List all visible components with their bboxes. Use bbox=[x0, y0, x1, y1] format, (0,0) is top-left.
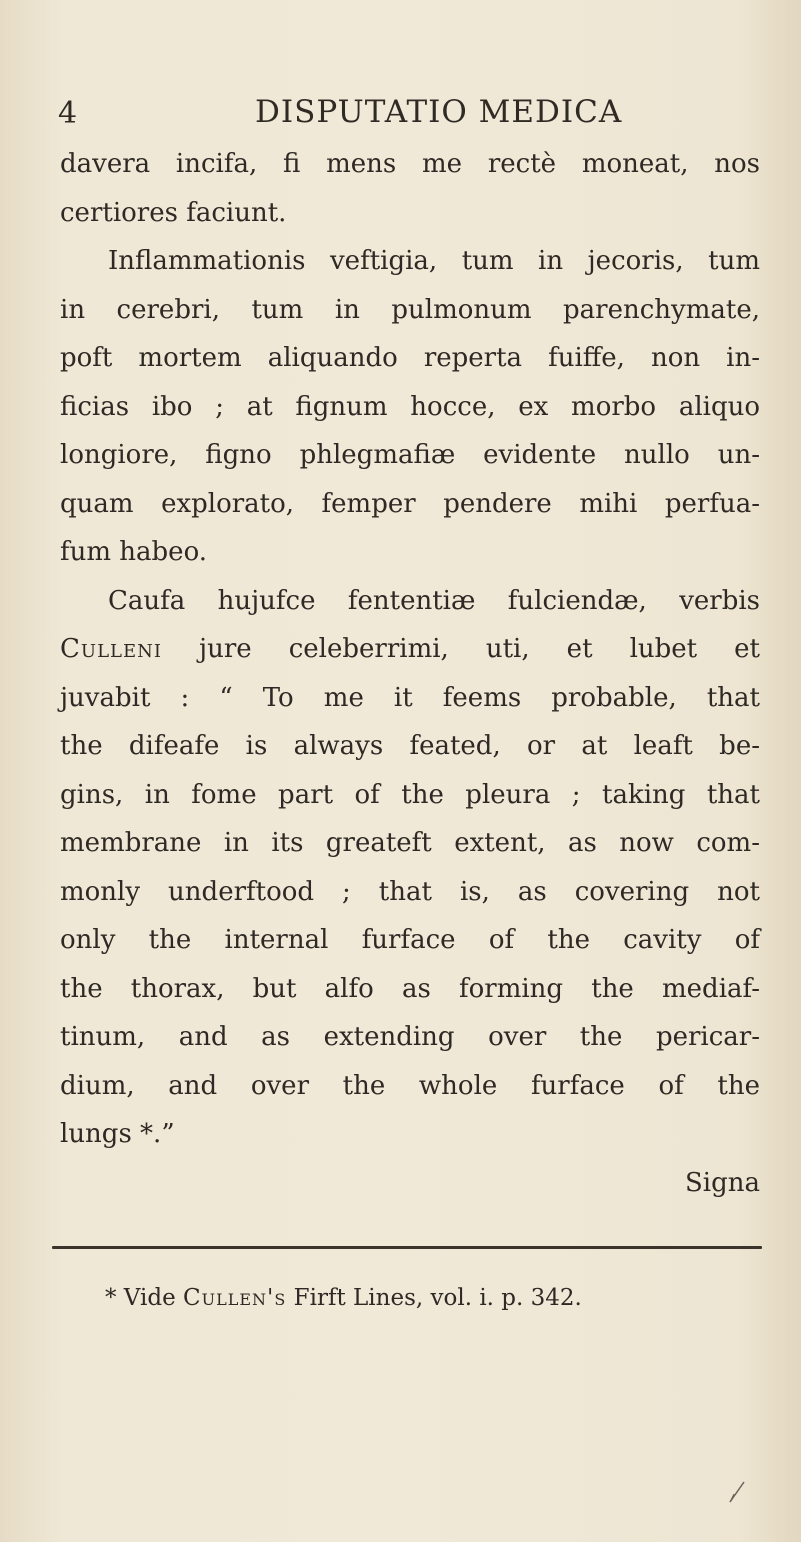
footnote-marker: * Vide bbox=[105, 1285, 184, 1311]
text-line: quam explorato, femper pendere mihi perfua- bbox=[60, 488, 760, 519]
text-line: fum habeo. bbox=[60, 537, 208, 567]
text-line: dium, and over the whole furface of the bbox=[60, 1070, 760, 1101]
author-name: Culleni bbox=[60, 634, 162, 664]
running-head: DISPUTATIO MEDICA bbox=[255, 94, 623, 130]
body-text bbox=[60, 140, 760, 1207]
text-line: lungs *.” bbox=[60, 1119, 175, 1149]
page-number: 4 bbox=[58, 96, 78, 131]
text-line: davera incifa, fi mens me rectè moneat, nos bbox=[60, 149, 760, 179]
paragraph-start-line: Inflammationis veftigia, tum in jecoris, tum bbox=[108, 246, 760, 276]
text-line: gins, in fome part of the pleura ; taking that bbox=[60, 779, 760, 810]
text-line: monly underftood ; that is, as covering not bbox=[60, 876, 760, 907]
footnote-author: Cullen's bbox=[183, 1285, 287, 1311]
footnote-citation: Firft Lines, vol. i. p. 342. bbox=[286, 1285, 582, 1311]
text-line: only the internal furface of the cavity of bbox=[60, 925, 760, 955]
text-line: in cerebri, tum in pulmonum parenchymate, bbox=[60, 294, 760, 325]
text-line: tinum, and as extending over the pericar- bbox=[60, 1022, 760, 1052]
text-line: membrane in its greateft extent, as now com- bbox=[60, 828, 760, 858]
paragraph-start-line: Caufa hujufce fententiæ fulciendæ, verbis bbox=[108, 585, 760, 616]
footnote bbox=[105, 1285, 582, 1311]
footnote-rule bbox=[52, 1246, 762, 1249]
text-line: longiore, figno phlegmafiæ evidente nullo un- bbox=[60, 440, 760, 470]
text-line: juvabit : “ To me it feems probable, that bbox=[60, 682, 760, 713]
text-fragment: jure celeberrimi, uti, et lubet et bbox=[161, 634, 760, 664]
pencil-mark-icon bbox=[728, 1480, 746, 1504]
text-line: ficias ibo ; at fignum hocce, ex morbo aliquo bbox=[60, 391, 760, 422]
text-line bbox=[60, 625, 760, 674]
page-header bbox=[40, 90, 760, 140]
text-line: certiores faciunt. bbox=[60, 197, 287, 228]
text-line: the thorax, but alfo as forming the mediaf- bbox=[60, 973, 760, 1004]
catchword: Signa bbox=[684, 1167, 760, 1198]
text-line: poft mortem aliquando reperta fuiffe, non in- bbox=[60, 343, 760, 373]
text-line: the difeafe is always feated, or at leaft be- bbox=[60, 731, 760, 761]
